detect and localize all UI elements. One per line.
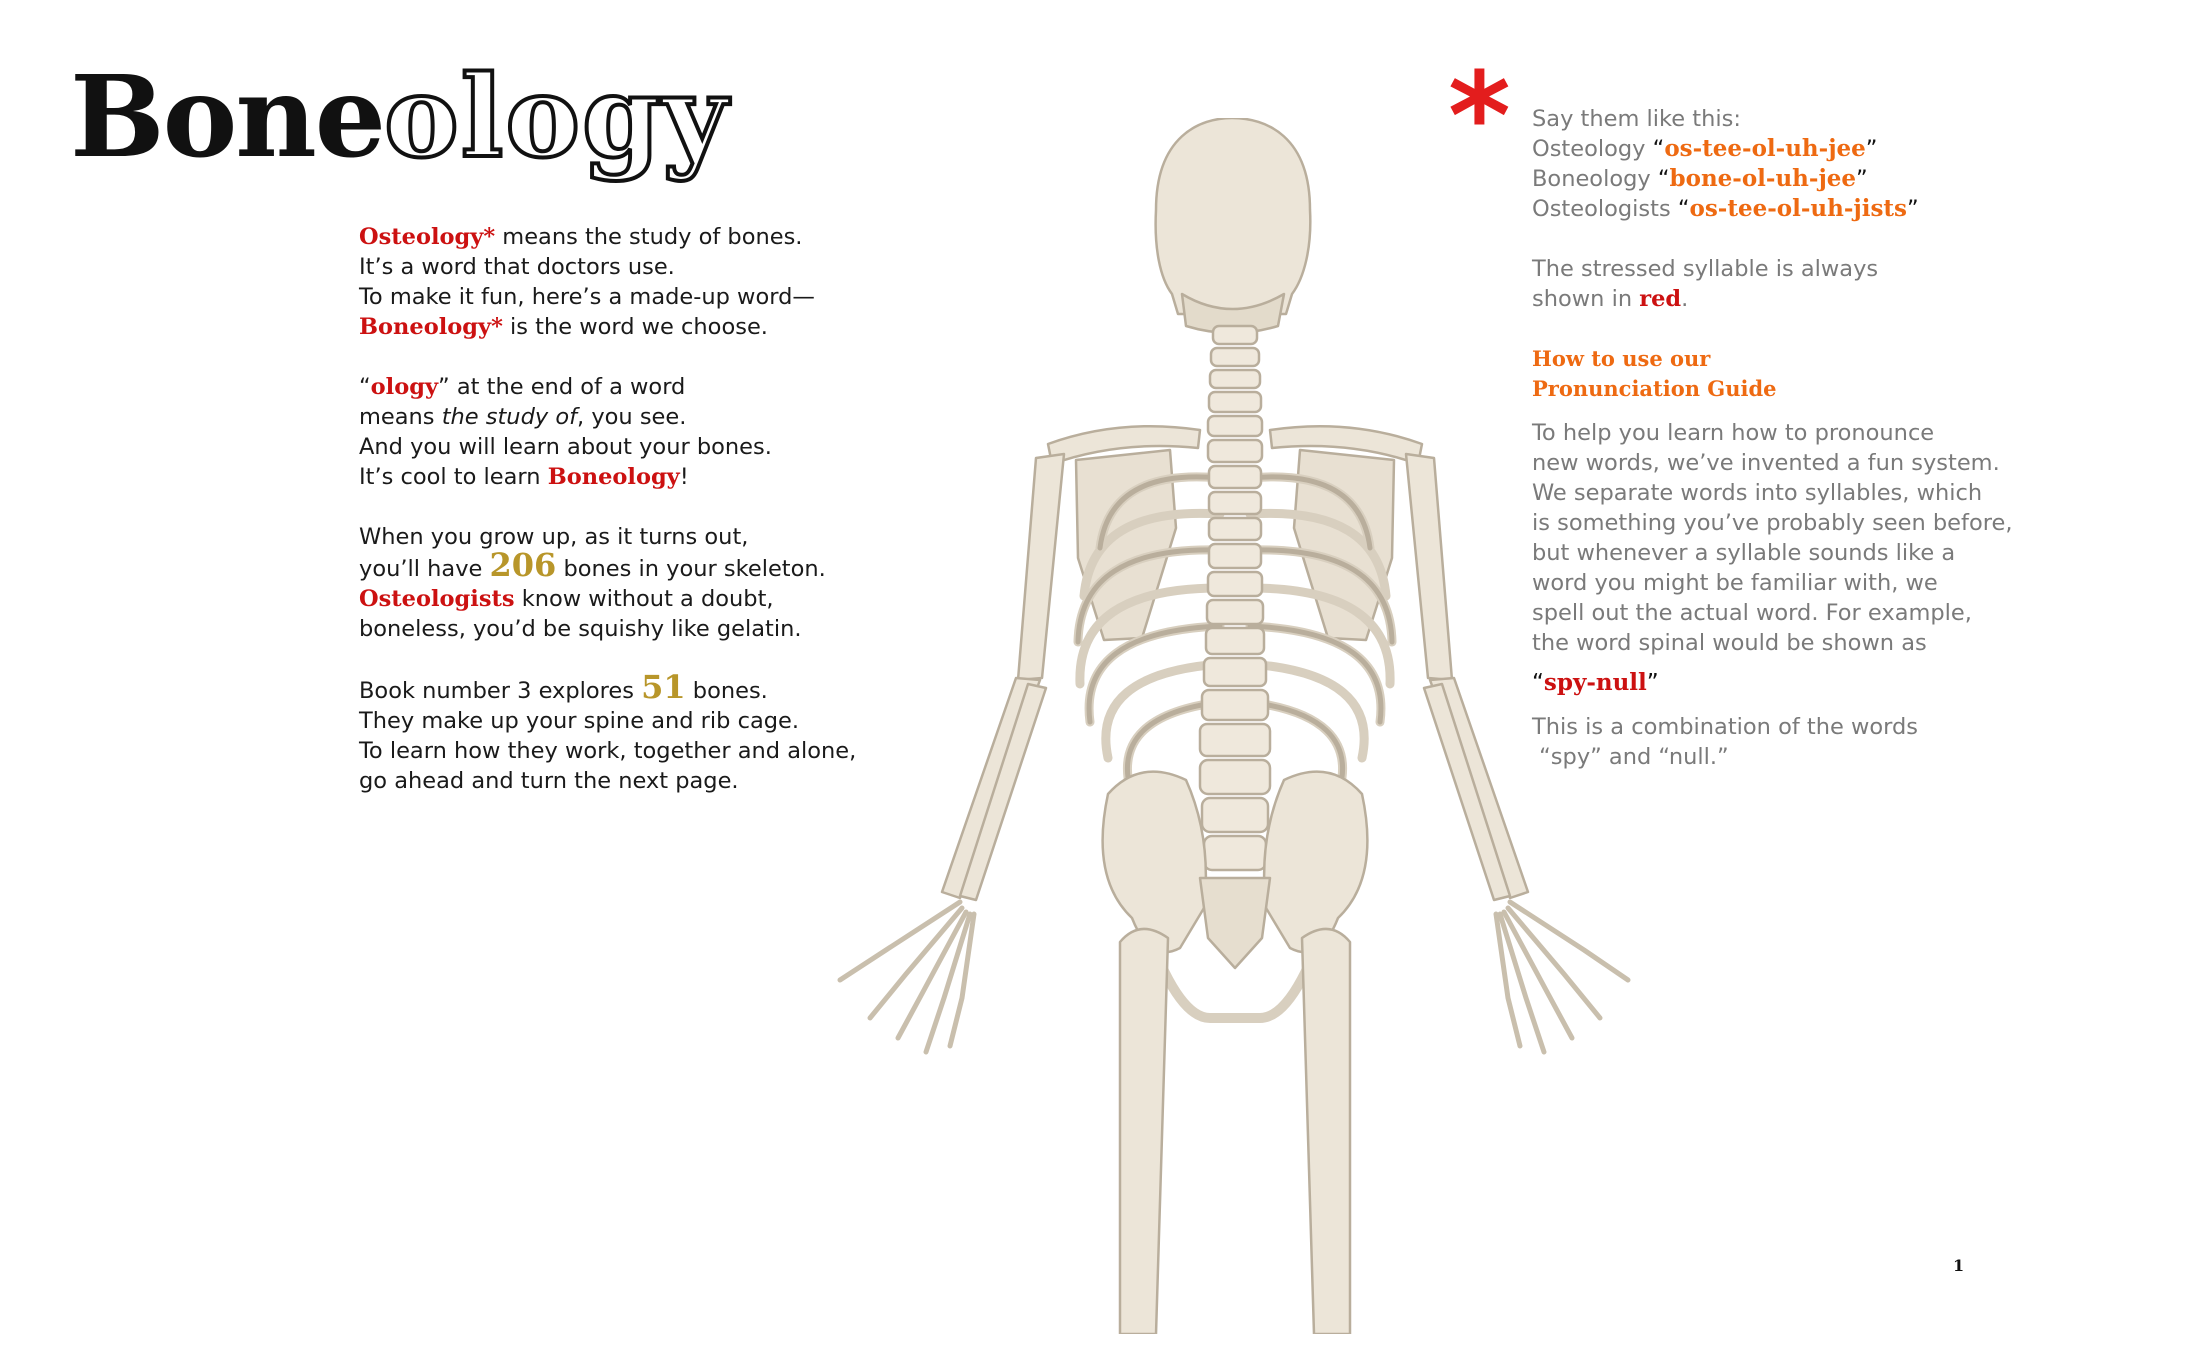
quote-mark: “ [1652, 136, 1665, 162]
combo-line: “spy” and “null.” [1532, 744, 1729, 770]
guide-body-line: We separate words into syllables, which [1532, 480, 1983, 506]
quote-mark: ” [1646, 670, 1659, 696]
quote-mark: ” [1906, 196, 1919, 222]
poem-text: ! [679, 464, 689, 490]
poem-text: means [359, 404, 442, 430]
number-51: 51 [641, 668, 686, 706]
poem-text: bones in your skeleton. [556, 556, 826, 582]
poem-text: It’s cool to learn [359, 464, 548, 490]
stress-text: shown in [1532, 286, 1640, 312]
pron-word: Osteologists [1532, 196, 1671, 222]
stress-note [1532, 254, 2002, 314]
right-femur-icon [1302, 929, 1350, 1334]
asterisk-icon: * [1448, 48, 1511, 187]
poem-line: When you grow up, as it turns out, [359, 524, 749, 550]
left-femur-icon [1120, 929, 1168, 1334]
term-ology: ology [370, 374, 439, 400]
page-number: 1 [1953, 1256, 1965, 1275]
guide-heading-line: How to use our [1532, 346, 1711, 371]
term-osteologists: Osteologists [359, 586, 515, 612]
poem-text: know without a doubt, [514, 586, 774, 612]
guide-body-line: To help you learn how to pronounce [1532, 420, 1935, 446]
poem-line: They make up your spine and rib cage. [359, 708, 800, 734]
term-boneology: Boneology* [359, 314, 503, 340]
pronunciation-row [1532, 194, 2002, 224]
quote-mark: “ [1532, 670, 1544, 696]
pronunciation-row [1532, 134, 2002, 164]
spine-icon [1200, 326, 1270, 870]
guide-body-line: new words, we’ve invented a fun system. [1532, 450, 2000, 476]
stress-line: The stressed syllable is always [1532, 256, 1879, 282]
right-hand-icon [1496, 902, 1628, 1052]
guide-body-line: the word spinal would be shown as [1532, 630, 1927, 656]
guide-body-line: spell out the actual word. For example, [1532, 600, 1972, 626]
skull-icon [1156, 118, 1311, 333]
poem-line: And you will learn about your bones. [359, 434, 772, 460]
left-hand-icon [840, 902, 974, 1052]
poem-text: Book number 3 explores [359, 678, 642, 704]
right-humerus-icon [1406, 454, 1452, 680]
guide-body-line: word you might be familiar with, we [1532, 570, 1938, 596]
guide-intro: Say them like this: [1532, 106, 1741, 132]
pronunciation-guide [1532, 104, 2013, 802]
poem-text: at the end of a word [449, 374, 686, 400]
poem-line: To learn how they work, together and alone, [359, 738, 857, 764]
poem-text: means the study of bones. [495, 224, 803, 250]
example-say: spy-null [1543, 669, 1647, 696]
poem-text: you’ll have [359, 556, 490, 582]
pron-say: os-tee-ol-uh-jee [1664, 135, 1866, 162]
term-boneology: Boneology [547, 464, 680, 490]
guide-heading [1532, 344, 2002, 404]
poem-text: is the word we choose. [502, 314, 768, 340]
stress-line [1532, 284, 2002, 314]
left-humerus-icon [1018, 454, 1064, 680]
number-206: 206 [489, 546, 557, 584]
guide-body-line: is something you’ve probably seen before, [1532, 510, 2013, 536]
quote-mark: ” [438, 374, 450, 400]
quote-mark: ” [1865, 136, 1878, 162]
pron-say: os-tee-ol-uh-jists [1689, 195, 1907, 222]
stress-text: . [1681, 286, 1689, 312]
poem-text: bones. [685, 678, 768, 704]
combo-line: This is a combination of the words [1532, 714, 1919, 740]
example-pronunciation [1532, 668, 2002, 698]
poem-line: It’s a word that doctors use. [359, 254, 675, 280]
poem-line: To make it fun, here’s a made-up word— [359, 284, 815, 310]
emphasis-text: the study of [441, 404, 578, 430]
quote-mark: “ [1677, 196, 1690, 222]
pron-say: bone-ol-uh-jee [1669, 165, 1857, 192]
term-osteology: Osteology* [359, 224, 496, 250]
guide-heading-line: Pronunciation Guide [1532, 376, 1777, 401]
pronunciation-list [1532, 104, 2002, 224]
title-outline: ology [384, 52, 730, 183]
pronunciation-row [1532, 164, 2002, 194]
stress-red-word: red [1639, 286, 1682, 312]
pron-word: Boneology [1532, 166, 1651, 192]
quote-mark: ” [1856, 166, 1868, 192]
page-title [70, 52, 730, 183]
poem-line: go ahead and turn the next page. [359, 768, 739, 794]
poem-line: boneless, you’d be squishy like gelatin. [359, 616, 802, 642]
poem-text: , you see. [577, 404, 687, 430]
guide-body [1532, 418, 2013, 658]
pron-word: Osteology [1532, 136, 1646, 162]
guide-body-line: but whenever a syllable sounds like a [1532, 540, 1956, 566]
quote-mark: “ [1657, 166, 1670, 192]
combo-note [1532, 712, 2002, 772]
quote-mark: “ [359, 374, 371, 400]
title-solid: Bone [70, 52, 385, 183]
